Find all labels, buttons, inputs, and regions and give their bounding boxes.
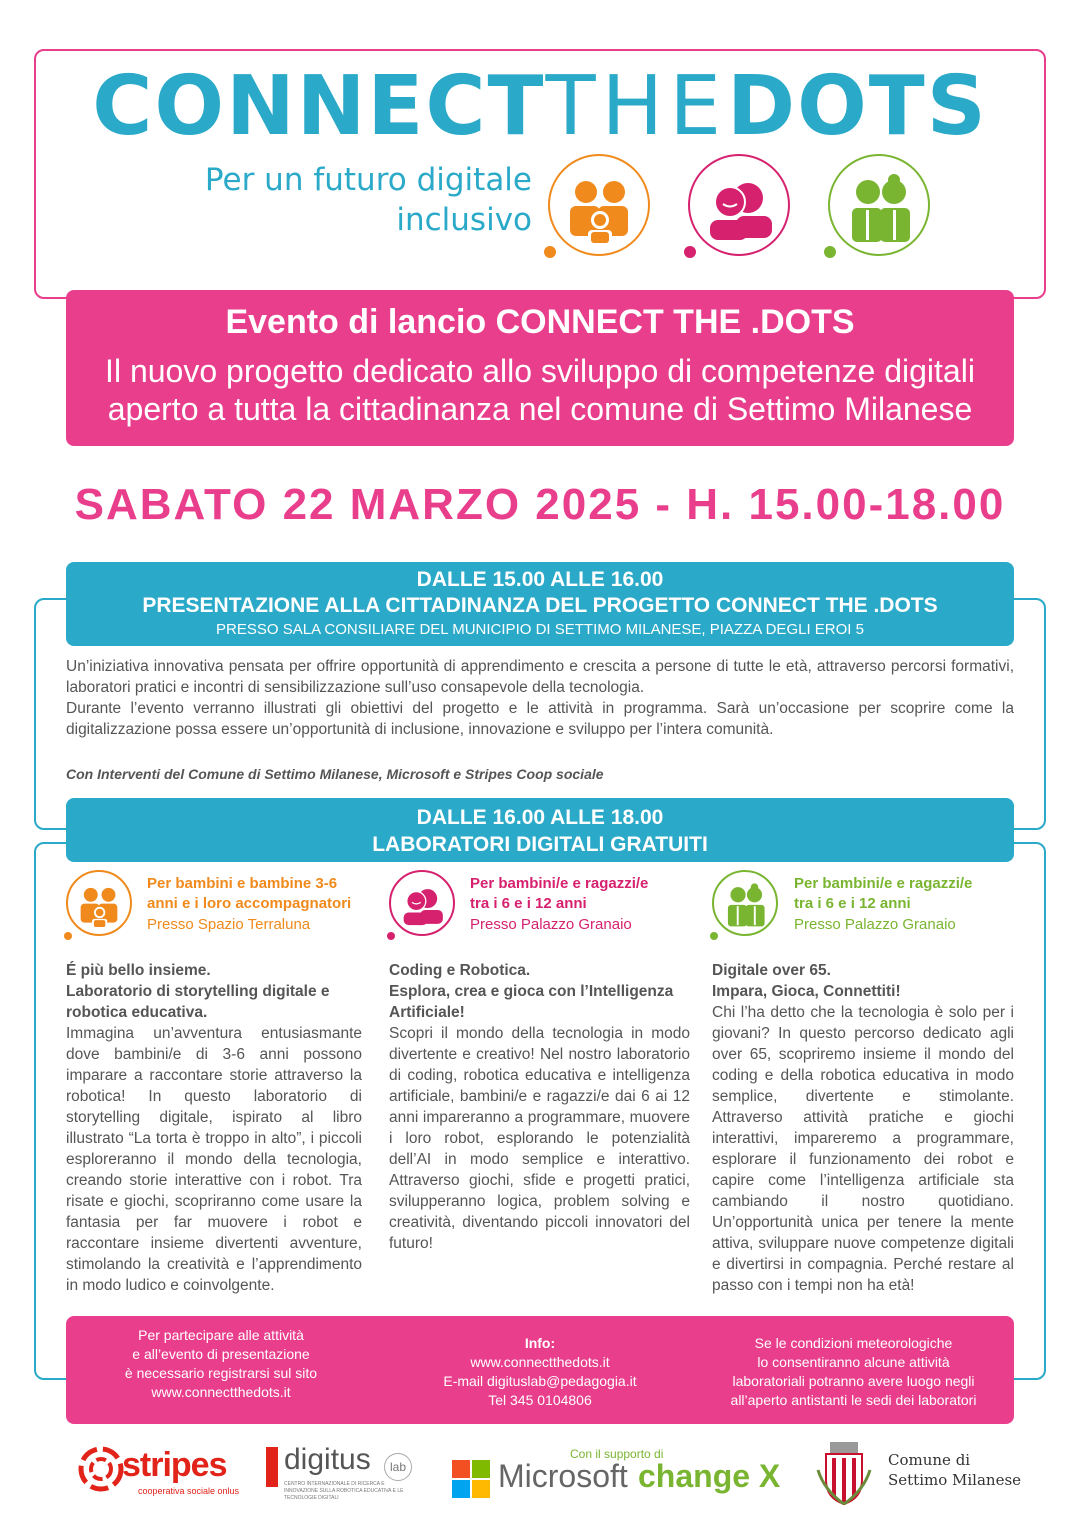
kids-icon bbox=[688, 154, 790, 256]
workshop1-venue: Presso Spazio Terraluna bbox=[147, 916, 311, 933]
workshop1-audience-line2: anni e i loro accompagnatori bbox=[147, 895, 352, 912]
section1-place: PRESSO SALA CONSILIARE DEL MUNICIPIO DI SETTIMO MILANESE, PIAZZA DEGLI EROI 5 bbox=[216, 621, 864, 638]
comune-line1: Comune di bbox=[888, 1451, 971, 1469]
stripes-swirl-icon bbox=[78, 1446, 124, 1492]
workshop1-body: Immagina un’avventura entusiasmante dove bambini/e di 3-6 anni possono imparare a raccontare storie attraverso la robotica! In questo laboratorio di storytelling digitale, ispirato al libro illustrato “La torta è troppo in alto”, i piccoli esploreranno il mondo della tecnologia, creando storie interattive con i robot. Tra risate e giochi, scopriranno come usare la fantasia per far muovere i robot e raccontare insieme divertenti avventure, stimolando la creatività e l’apprendimento in modo ludico e coinvolgente. bbox=[66, 1025, 362, 1294]
workshop3-audience-line1: Per bambini/e e ragazzi/e bbox=[794, 875, 973, 892]
comune-line2: Settimo Milanese bbox=[888, 1471, 1022, 1489]
comune-name bbox=[888, 1450, 1021, 1490]
workshop2-description bbox=[389, 960, 690, 1254]
workshop1-description bbox=[66, 960, 362, 1296]
digitus-logo bbox=[266, 1443, 416, 1503]
microsoft-windows-icon bbox=[452, 1460, 492, 1500]
title-connect: CONNECT bbox=[92, 59, 546, 154]
microsoft-name: Microsoft bbox=[498, 1458, 628, 1494]
section1-header bbox=[66, 562, 1014, 646]
section1-description bbox=[66, 656, 1014, 740]
section2-header bbox=[66, 798, 1014, 862]
workshop2-heading1: Coding e Robotica. bbox=[389, 962, 531, 979]
workshop1-heading2: Laboratorio di storytelling digitale e robotica educativa. bbox=[66, 983, 330, 1021]
workshop2-audience-line2: tra i 6 e i 12 anni bbox=[470, 895, 587, 912]
workshop1-heading1: É più bello insieme. bbox=[66, 962, 211, 979]
info-site-link[interactable]: www.connectthedots.it bbox=[470, 1354, 610, 1370]
info-email-link[interactable]: E-mail digituslab@pedagogia.it bbox=[443, 1373, 637, 1389]
workshop3-description bbox=[712, 960, 1014, 1296]
tagline-line2: inclusivo bbox=[396, 202, 532, 238]
registration-line3: è necessario registrarsi sul sito bbox=[124, 1365, 318, 1381]
stripes-subtitle: cooperativa sociale onlus bbox=[138, 1486, 240, 1496]
workshop3-audience-line2: tra i 6 e i 12 anni bbox=[794, 895, 911, 912]
weather-note bbox=[706, 1334, 1001, 1410]
weather-line3: laboratoriali potranno avere luogo negli bbox=[732, 1373, 975, 1389]
banner-title: Evento di lancio CONNECT THE .DOTS bbox=[225, 303, 855, 341]
registration-line1: Per partecipare alle attività bbox=[138, 1327, 304, 1343]
tagline bbox=[120, 160, 532, 240]
workshop3-audience bbox=[794, 874, 1024, 914]
stripes-name: stripes bbox=[122, 1446, 227, 1484]
workshop2-audience-line1: Per bambini/e e ragazzi/e bbox=[470, 875, 649, 892]
workshop1-family-icon bbox=[66, 870, 132, 936]
workshop2-kids-icon bbox=[389, 870, 455, 936]
workshop3-heading1: Digitale over 65. bbox=[712, 962, 831, 979]
banner-subtitle-line1: Il nuovo progetto dedicato allo sviluppo di competenze digitali bbox=[105, 353, 975, 389]
section1-para2: Durante l’evento verranno illustrati gli obiettivi del progetto e le attività in programma. Sarà un’occasione per scoprire come la digitalizzazione possa essere un’opportunità di inclusione, innovazione e sviluppo per l’intera comunità. bbox=[66, 700, 1014, 738]
banner-subtitle-line2: aperto a tutta la cittadinanza nel comune di Settimo Milanese bbox=[107, 391, 973, 427]
section2-title: LABORATORI DIGITALI GRATUITI bbox=[372, 833, 708, 856]
changex-name: change X bbox=[638, 1458, 781, 1494]
support-label: Con il supporto di bbox=[570, 1447, 664, 1461]
workshop2-audience bbox=[470, 874, 700, 914]
digitus-lab-badge: lab bbox=[384, 1453, 412, 1481]
title-the: THE bbox=[545, 59, 728, 154]
workshop1-audience bbox=[147, 874, 377, 914]
banner-subtitle bbox=[66, 352, 1014, 428]
info-footer bbox=[66, 1316, 1014, 1424]
workshop3-body: Chi l’ha detto che la tecnologia è solo per i giovani? In questo percorso dedicato agli over 65, scopriremo insieme il mondo del coding e della robotica educativa in modo semplice, divertente e stimolante. Attraverso attività pratiche e giochi interattivi, impareremo a programmare, esplorare il funzionamento dei robot e capire come l’intelligenza artificiale sta cambiando il nostro quotidiano. Un’opportunità unica per tenere la mente attiva, sviluppare nuove competenze digitali e divertirsi in compagnia. Perché restare al passo con i tempi non ha età! bbox=[712, 1004, 1014, 1294]
workshop3-heading2: Impara, Gioca, Connettiti! bbox=[712, 983, 901, 1000]
registration-line2: e all’evento di presentazione bbox=[132, 1346, 310, 1362]
event-date: SABATO 22 MARZO 2025 - H. 15.00-18.00 bbox=[74, 480, 1006, 529]
tagline-line1: Per un futuro digitale bbox=[204, 162, 532, 198]
weather-line2: lo consentiranno alcune attività bbox=[757, 1354, 950, 1370]
workshop2-body: Scopri il mondo della tecnologia in modo divertente e creativo! Nel nostro laboratorio di coding, robotica educativa e intelligenza artificiale, bambini/e e ragazzi/e dai 6 ai 12 anni impareranno a programmare, muovere i loro robot, esplorando le potenzialità dell’AI in modo semplice e interattivo. Attraverso giochi, sfide e progetti pratici, svilupperanno logica, problem solving e creatività, diventando piccoli innovatori del futuro! bbox=[389, 1025, 690, 1252]
event-logo-title bbox=[0, 59, 1080, 154]
title-dots: DOTS bbox=[727, 59, 988, 154]
digitus-name: digitus bbox=[284, 1443, 371, 1476]
digitus-bar-icon bbox=[266, 1447, 278, 1487]
section1-time: DALLE 15.00 ALLE 16.00 bbox=[416, 568, 664, 591]
section1-credits: Con Interventi del Comune di Settimo Milanese, Microsoft e Stripes Coop sociale bbox=[66, 766, 604, 782]
section1-title: PRESENTAZIONE ALLA CITTADINANZA DEL PROGETTO CONNECT THE .DOTS bbox=[142, 594, 938, 617]
launch-banner bbox=[66, 290, 1014, 446]
workshop1-audience-line1: Per bambini e bambine 3-6 bbox=[147, 875, 338, 892]
weather-line4: all’aperto antistanti le sedi dei laboratori bbox=[730, 1392, 977, 1408]
digitus-subtitle: CENTRO INTERNAZIONALE DI RICERCA E INNOVAZIONE SULLA ROBOTICA EDUCATIVA E LE TECNOLOGIE DIGITALI bbox=[284, 1481, 404, 1501]
family-icon bbox=[548, 154, 650, 256]
info-phone: Tel 345 0104806 bbox=[488, 1392, 592, 1408]
workshop2-heading2: Esplora, crea e gioca con l’Intelligenza Artificiale! bbox=[389, 983, 674, 1021]
section2-time: DALLE 16.00 ALLE 18.00 bbox=[416, 806, 664, 829]
contact-info bbox=[406, 1334, 674, 1410]
seniors-icon bbox=[828, 154, 930, 256]
section1-para1: Un’iniziativa innovativa pensata per offrire opportunità di apprendimento e crescita a persone di tutte le età, attraverso percorsi formativi, laboratori pratici e incontri di sensibilizzazione sull’uso consapevole della tecnologia. bbox=[66, 658, 1014, 696]
registration-info bbox=[86, 1326, 356, 1402]
info-label: Info: bbox=[524, 1335, 556, 1351]
stripes-logo bbox=[78, 1442, 243, 1502]
comune-crest-icon bbox=[814, 1440, 874, 1506]
workshop3-venue: Presso Palazzo Granaio bbox=[794, 916, 956, 933]
workshop2-venue: Presso Palazzo Granaio bbox=[470, 916, 632, 933]
weather-line1: Se le condizioni meteorologiche bbox=[754, 1335, 953, 1351]
workshop3-seniors-icon bbox=[712, 870, 778, 936]
registration-site-link[interactable]: www.connectthedots.it bbox=[151, 1384, 291, 1400]
